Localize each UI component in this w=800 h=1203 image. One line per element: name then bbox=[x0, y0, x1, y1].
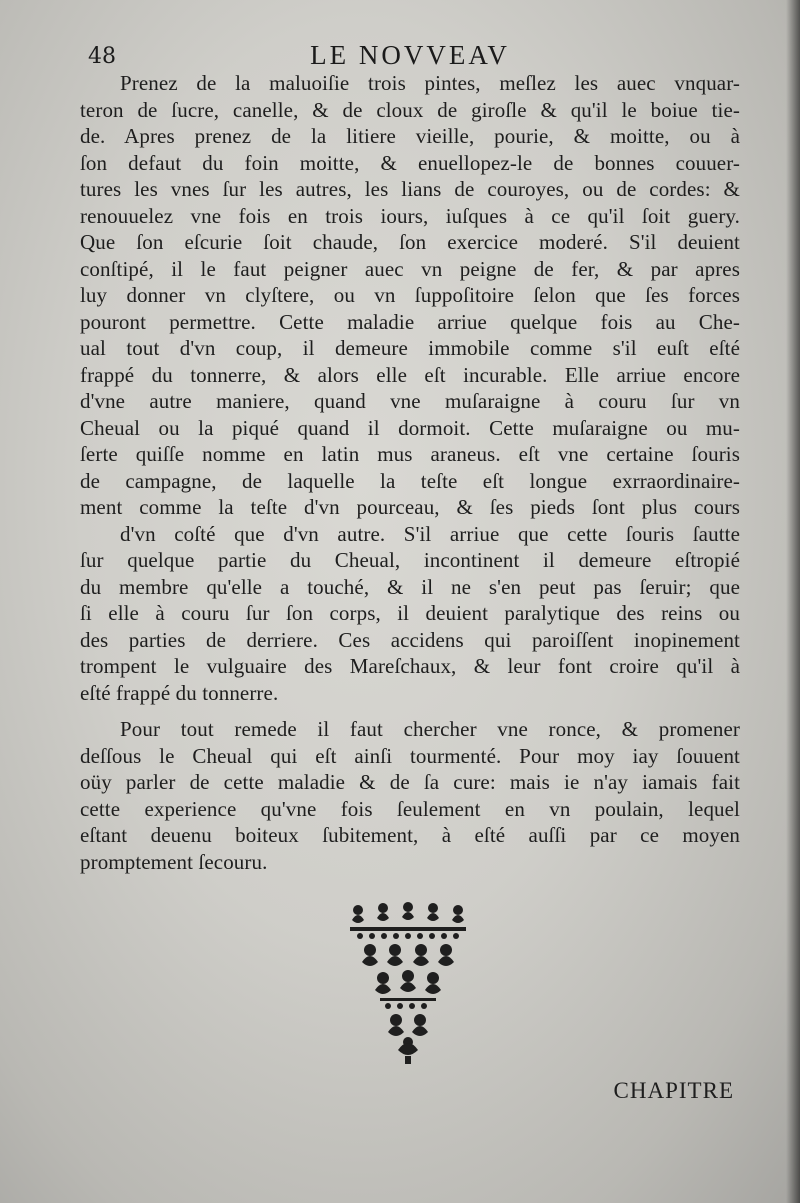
text-line: ment comme la teſte d'vn pourceau, & ſes pieds ſont plus cours bbox=[80, 495, 740, 519]
text-line: renouuelez vne fois en trois iours, iuſques à ce qu'il ſoit guery. bbox=[80, 203, 740, 228]
text-line: tures les vnes ſur les autres, les lians de couroyes, ou de cordes: & bbox=[80, 177, 740, 201]
text-line: cette experience qu'vne fois ſeulement en vn poulain, lequel bbox=[80, 796, 740, 821]
fleuron-small-band bbox=[380, 998, 436, 1009]
text-line: teron de ſucre, canelle, & de cloux de giroſle & qu'il le boiue tie- bbox=[80, 97, 740, 122]
fleuron-finial bbox=[398, 1037, 418, 1064]
body-text bbox=[80, 70, 740, 875]
text-line: ſur quelque partie du Cheual, incontinent il demeure eſtropié bbox=[80, 548, 740, 572]
fleuron-row-3 bbox=[362, 944, 454, 966]
text-line: trompent le vulguaire des Mareſchaux, & leur font croire qu'il à bbox=[80, 654, 740, 678]
fleuron-cul-de-lampe-icon bbox=[348, 900, 468, 1065]
text-line: d'vn coſté que d'vn autre. S'il arriue que cette ſouris ſautte bbox=[120, 521, 740, 546]
text-line: pouront permettre. Cette maladie arriue quelque fois au Che- bbox=[80, 309, 740, 334]
text-line: Que ſon eſcurie ſoit chaude, ſon exercice moderé. S'il deuient bbox=[80, 230, 740, 254]
text-line: promptement ſecouru. bbox=[80, 849, 268, 874]
text-line: eſtant deuenu boiteux ſubitement, à eſté auſſi par ce moyen bbox=[80, 823, 740, 847]
page-number: 48 bbox=[88, 44, 116, 69]
text-line: conſtipé, il le faut peigner auec vn peigne de fer, & par apres bbox=[80, 256, 740, 281]
text-line: ſerte quiſſe nomme en latin mus araneus. eſt vne certaine ſouris bbox=[80, 442, 740, 466]
text-line: ſon defaut du foin moitte, & enuellopez-le de bonnes couuer- bbox=[80, 150, 740, 175]
text-line: ſi elle à couru ſur ſon corps, il deuient paralytique des reins ou bbox=[80, 601, 740, 625]
paragraph-1 bbox=[80, 70, 740, 706]
text-line: eſté frappé du tonnerre. bbox=[80, 680, 279, 705]
text-line: oüy parler de cette maladie & de ſa cure: mais ie n'ay iamais fait bbox=[80, 770, 740, 794]
fleuron-row-1 bbox=[352, 902, 464, 923]
text-line: de. Apres prenez de la litiere vieille, pourie, & moitte, ou à bbox=[80, 124, 740, 148]
text-line: des parties de derriere. Ces accidens qui paroiſſent inopinement bbox=[80, 627, 740, 652]
text-line: deſſous le Cheual qui eſt ainſi tourmenté. Pour moy iay ſouuent bbox=[80, 743, 740, 768]
fleuron-row-4 bbox=[375, 970, 441, 994]
text-line: ual tout d'vn coup, il demeure immobile comme s'il euſt eſté bbox=[80, 336, 740, 360]
paragraph-2 bbox=[80, 716, 740, 875]
text-line: Prenez de la maluoiſie trois pintes, meſlez les auec vnquar- bbox=[120, 71, 740, 95]
text-line: Pour tout remede il faut chercher vne ronce, & promener bbox=[120, 717, 740, 741]
text-line: Cheual ou la piqué quand il dormoit. Cette muſaraigne ou mu- bbox=[80, 415, 740, 440]
text-line: frappé du tonnerre, & alors elle eſt incurable. Elle arriue encore bbox=[80, 362, 740, 387]
text-line: luy donner vn clyſtere, ou vn ſuppoſitoire ſelon que ſes forces bbox=[80, 283, 740, 307]
text-line: d'vne autre maniere, quand vne muſaraigne à couru ſur vn bbox=[80, 389, 740, 413]
running-title: LE NOVVEAV bbox=[310, 40, 510, 70]
catchword: CHAPITRE bbox=[613, 1078, 734, 1103]
fleuron-row-6 bbox=[388, 1014, 428, 1036]
text-line: de campagne, de laquelle la teſte eſt longue exrraordinaire- bbox=[80, 468, 740, 493]
fleuron-band bbox=[350, 927, 466, 939]
text-line: du membre qu'elle a touché, & il ne s'en peut pas ſeruir; que bbox=[80, 574, 740, 599]
